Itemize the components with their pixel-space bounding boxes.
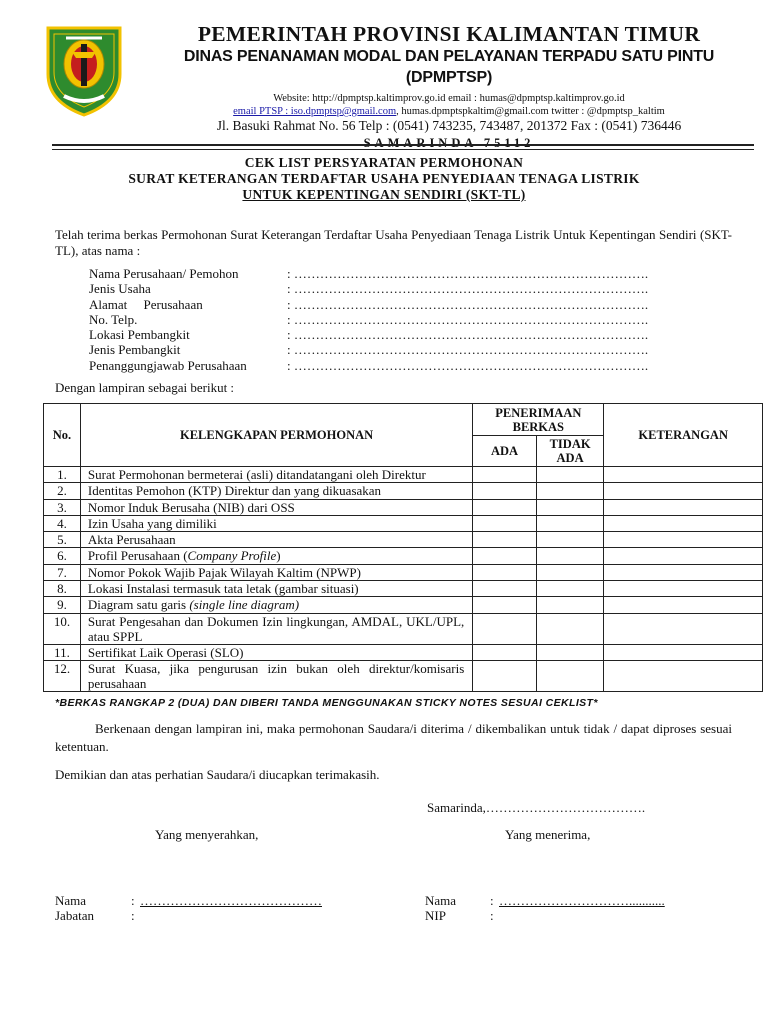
attachment-intro: Dengan lampiran sebagai berikut : [55,380,235,395]
checkbox-ada-cell[interactable] [473,499,537,515]
field-label: Nama Perusahaan/ Pemohon [89,266,239,281]
checkbox-tidak-ada-cell[interactable] [536,532,604,548]
website-line: Website: http://dpmptsp.kaltimprov.go.id email : humas@dpmptsp.kaltimprov.go.id [273,93,625,104]
requirement-item [80,532,472,548]
field-label: Penanggungjawab Perusahaan [89,357,247,373]
requirement-item [80,564,472,580]
document-title-line2: SURAT KETERANGAN TERDAFTAR USAHA PENYEDIAAN TENAGA LISTRIK [128,171,640,186]
field-row [89,312,657,327]
header-divider-thick [52,144,754,146]
checkbox-tidak-ada-cell[interactable] [536,581,604,597]
sig-label: Nama [55,893,87,908]
checkbox-ada-cell[interactable] [473,548,537,564]
note-cell[interactable] [604,532,763,548]
provincial-emblem-logo [42,22,126,118]
requirement-row [44,515,763,531]
row-number: 6. [44,548,81,564]
field-row [89,358,657,373]
checkbox-tidak-ada-cell[interactable] [536,548,604,564]
checkbox-tidak-ada-cell[interactable] [536,613,604,644]
copies-note: *BERKAS RANGKAP 2 (DUA) DAN DIBERI TANDA MENGGUNAKAN STICKY NOTES SESUAI CEKLIST* [55,697,598,709]
requirement-item [80,499,472,515]
col-header-receipt: PENERIMAAN BERKAS [473,404,604,436]
requirement-row [44,532,763,548]
requirement-item [80,581,472,597]
applicant-fields [89,266,657,373]
submitter-signature-block [55,893,322,923]
field-row [89,342,657,357]
header-divider-thin [52,149,754,150]
row-number: 2. [44,483,81,499]
date-line[interactable]: Samarinda,………………………………. [427,800,646,815]
requirement-text: Izin Usaha yang dimiliki [87,515,217,531]
note-cell[interactable] [604,564,763,580]
requirement-item [80,483,472,499]
requirements-table [43,403,763,692]
requirement-text: Lokasi Instalasi termasuk tata letak (gambar situasi) [87,581,359,597]
checkbox-tidak-ada-cell[interactable] [536,515,604,531]
requirement-item [80,467,472,483]
requirement-text: Nomor Pokok Wajib Pajak Wilayah Kaltim (NPWP) [87,564,361,580]
row-number: 5. [44,532,81,548]
requirement-text: Identitas Pemohon (KTP) Direktur dan yang dikuasakan [87,483,382,499]
requirement-text: Surat Pengesahan dan Dokumen Izin lingkungan, AMDAL, UKL/UPL, atau SPPL [87,613,465,644]
sig-value[interactable]: …………………………........... [499,893,665,908]
requirement-row [44,613,763,644]
note-cell[interactable] [604,548,763,564]
note-cell[interactable] [604,644,763,660]
field-label: Jenis Pembangkit [89,342,181,358]
requirement-text: Nomor Induk Berusaha (NIB) dari OSS [87,499,295,515]
requirement-item [80,660,472,691]
requirement-item [80,515,472,531]
field-label: Alamat Perusahaan [89,296,203,312]
sig-label: NIP [425,908,446,923]
checkbox-tidak-ada-cell[interactable] [536,660,604,691]
field-value[interactable]: : ………………………………………………………………………. [287,327,649,343]
checkbox-ada-cell[interactable] [473,581,537,597]
checkbox-tidak-ada-cell[interactable] [536,499,604,515]
field-value[interactable]: : ………………………………………………………………………. [287,266,649,281]
checkbox-ada-cell[interactable] [473,564,537,580]
sig-label: Nama [425,893,457,908]
requirement-row [44,548,763,564]
requirement-row [44,483,763,499]
requirement-row [44,581,763,597]
sig-colon: : [490,908,494,923]
receiver-signature-block [425,893,665,923]
sig-value[interactable]: …………………………………… [140,893,322,908]
field-label: Lokasi Pembangkit [89,327,190,343]
note-cell[interactable] [604,581,763,597]
checkbox-tidak-ada-cell[interactable] [536,467,604,483]
checkbox-tidak-ada-cell[interactable] [536,597,604,613]
requirement-row [44,499,763,515]
col-header-ada: ADA [473,436,537,467]
document-title-line1: CEK LIST PERSYARATAN PERMOHONAN [244,155,524,170]
intro-paragraph: Telah terima berkas Permohonan Surat Keterangan Terdaftar Usaha Penyediaan Tenaga Listrik Untuk Kepentingan Sendiri (SKT-TL), atas nama : [55,227,732,258]
note-cell[interactable] [604,499,763,515]
requirement-row [44,597,763,613]
receiver-title: Yang menerima, [505,827,591,842]
address-line: Jl. Basuki Rahmat No. 56 Telp : (0541) 743235, 743487, 201372 Fax : (0541) 736446 [216,118,682,133]
field-row [89,297,657,312]
checkbox-ada-cell[interactable] [473,613,537,644]
col-header-note: KETERANGAN [604,404,763,467]
sig-colon: : [131,908,135,923]
requirement-row [44,660,763,691]
requirement-text: Diagram satu garis [87,597,190,613]
note-cell[interactable] [604,467,763,483]
submitter-title: Yang menyerahkan, [155,827,259,842]
requirement-text: Akta Perusahaan [87,532,176,548]
decision-paragraph: Berkenaan dengan lampiran ini, maka permohonan Saudara/i diterima / dikembalikan untuk tidak / dapat diproses sesuai ketentuan. [55,721,732,754]
sig-colon: : [131,893,135,908]
field-row [89,281,657,296]
requirement-row [44,564,763,580]
checkbox-ada-cell[interactable] [473,660,537,691]
checkbox-ada-cell[interactable] [473,597,537,613]
row-number: 1. [44,467,81,483]
requirement-text-end: ) [276,548,281,564]
row-number: 3. [44,499,81,515]
note-cell[interactable] [604,597,763,613]
note-cell[interactable] [604,660,763,691]
note-cell[interactable] [604,515,763,531]
field-value[interactable]: : ………………………………………………………………………. [287,342,649,358]
sig-colon: : [490,893,494,908]
field-value[interactable]: : ………………………………………………………………………. [287,296,649,312]
requirement-item [80,644,472,660]
checkbox-ada-cell[interactable] [473,467,537,483]
row-number: 8. [44,581,81,597]
field-value[interactable]: : ………………………………………………………………………. [287,357,649,373]
checkbox-tidak-ada-cell[interactable] [536,644,604,660]
requirement-italic-text: Company Profile [187,548,277,564]
col-header-item: KELENGKAPAN PERMOHONAN [80,404,472,467]
checkbox-ada-cell[interactable] [473,515,537,531]
note-cell[interactable] [604,483,763,499]
field-value[interactable]: : ………………………………………………………………………. [287,311,649,327]
email-rest: , humas.dpmptspkaltim@gmail.com twitter : @dpmptsp_kaltim [396,106,665,117]
requirement-item [80,548,472,564]
field-value[interactable]: : ………………………………………………………………………. [287,281,649,297]
row-number: 4. [44,515,81,531]
government-name: PEMERINTAH PROVINSI KALIMANTAN TIMUR [197,22,701,46]
checkbox-tidak-ada-cell[interactable] [536,483,604,499]
requirement-text: Surat Permohonan bermeterai (asli) ditandatangani oleh Direktur [87,467,426,482]
row-number: 10. [44,613,81,644]
col-header-no: No. [44,404,81,467]
requirement-item [80,597,472,613]
field-row [89,327,657,342]
email-line [140,105,758,118]
requirement-text: Sertifikat Laik Operasi (SLO) [87,644,244,660]
field-label: No. Telp. [89,311,138,327]
department-name: DINAS PENANAMAN MODAL DAN PELAYANAN TERPADU SATU PINTU (DPMPTSP) [183,48,715,86]
closing-paragraph: Demikian dan atas perhatian Saudara/i diucapkan terimakasih. [55,767,380,782]
checkbox-ada-cell[interactable] [473,483,537,499]
city-line: SAMARINDA 75112 [363,136,535,150]
requirement-italic-text: (single line diagram) [189,597,300,613]
row-number: 7. [44,564,81,580]
requirement-row [44,467,763,483]
note-cell[interactable] [604,613,763,644]
requirement-text: Surat Kuasa, jika pengurusan izin bukan oleh direktur/komisaris perusahaan [87,660,465,691]
checkbox-ada-cell[interactable] [473,532,537,548]
document-title-line3 [0,187,768,203]
sig-label: Jabatan [55,908,94,923]
letterhead [140,22,758,152]
requirement-row [44,644,763,660]
requirement-item [80,613,472,644]
requirement-text: Profil Perusahaan ( [87,548,188,564]
field-label: Jenis Usaha [89,281,151,297]
row-number: 9. [44,597,81,613]
checkbox-ada-cell[interactable] [473,644,537,660]
email-ptsp-link[interactable]: email PTSP : iso.dpmptsp@gmail.com [233,106,397,117]
document-title-line3-text: UNTUK KEPENTINGAN SENDIRI (SKT-TL) [242,187,526,202]
checkbox-tidak-ada-cell[interactable] [536,564,604,580]
row-number: 11. [44,644,81,660]
row-number: 12. [44,660,81,691]
col-header-tidak-ada: TIDAK ADA [536,436,604,467]
field-row [89,266,657,281]
